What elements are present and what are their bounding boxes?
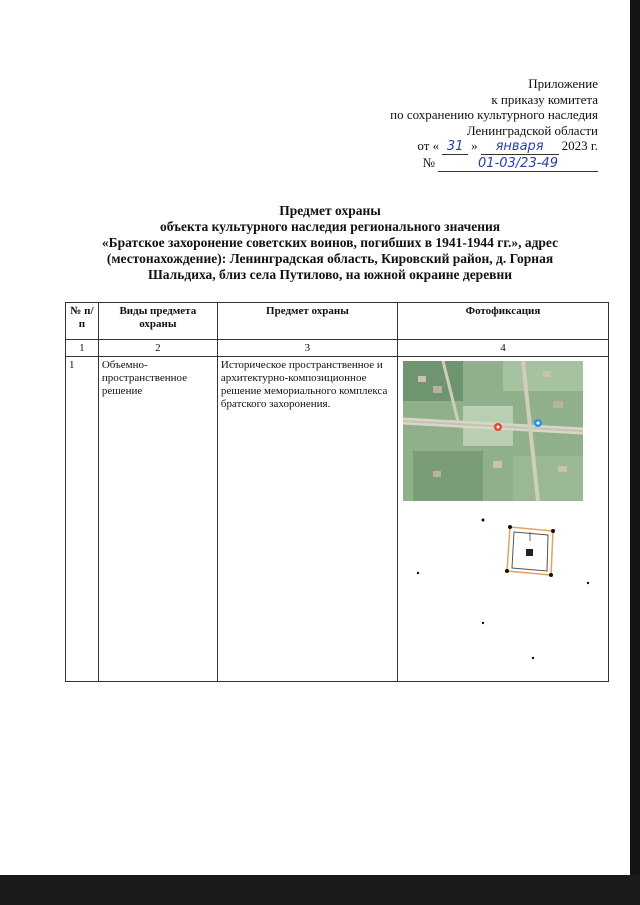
date-mid: » (471, 138, 478, 153)
title-line-2: объекта культурного наследия регионального значения (159, 219, 501, 234)
title-line-3: «Братское захоронение советских воинов, погибших в 1941-1944 гг.», адрес (101, 235, 559, 250)
table-row (66, 357, 609, 682)
header-photo: Фотофиксация (397, 303, 608, 340)
number-handwritten: 01-03/23-49 (438, 157, 598, 172)
title-line-1: Предмет охраны (279, 203, 381, 218)
date-day-handwritten: 31 (442, 140, 468, 155)
header-number: № п/п (66, 303, 99, 340)
column-number-4: 4 (397, 340, 608, 357)
column-number-3: 3 (217, 340, 397, 357)
row-subject: Историческое пространственное и архитектурно-композиционное решение мемориального комплекса братского захоронения. (217, 357, 397, 682)
approval-line-2: к приказу комитета (491, 91, 598, 107)
approval-line-3: по сохранению культурного наследия (390, 107, 598, 122)
protection-table (65, 302, 609, 682)
column-number-1: 1 (66, 340, 99, 357)
row-number: 1 (66, 357, 99, 682)
scan-edge-right (630, 0, 640, 905)
document-title (70, 203, 590, 283)
row-photo-cell (397, 357, 608, 682)
header-type: Виды предмета охраны (98, 303, 217, 340)
approval-block (338, 76, 598, 172)
scan-edge-bottom (0, 875, 640, 905)
title-line-4: (местонахождение): Ленинградская область, Кировский район, д. Горная (106, 251, 554, 266)
approval-number-line (338, 155, 598, 172)
approval-line-4: Ленинградской области (466, 122, 598, 138)
header-subject: Предмет охраны (217, 303, 397, 340)
column-number-2: 2 (98, 340, 217, 357)
row-type: Объемно-пространственное решение (98, 357, 217, 682)
aerial-map-photo (403, 361, 583, 501)
approval-line-1: Приложение (528, 76, 598, 91)
table-header-row (66, 303, 609, 340)
date-prefix: от « (417, 138, 440, 153)
title-line-5: Шальдиха, близ села Путилово, на южной окраине деревни (147, 267, 513, 282)
table-column-numbers-row (66, 340, 609, 357)
approval-date-line (338, 138, 598, 155)
scheme-plan (403, 513, 603, 673)
number-prefix: № (422, 155, 435, 170)
date-year: 2023 г. (561, 138, 598, 153)
date-month-handwritten: января (481, 140, 559, 155)
